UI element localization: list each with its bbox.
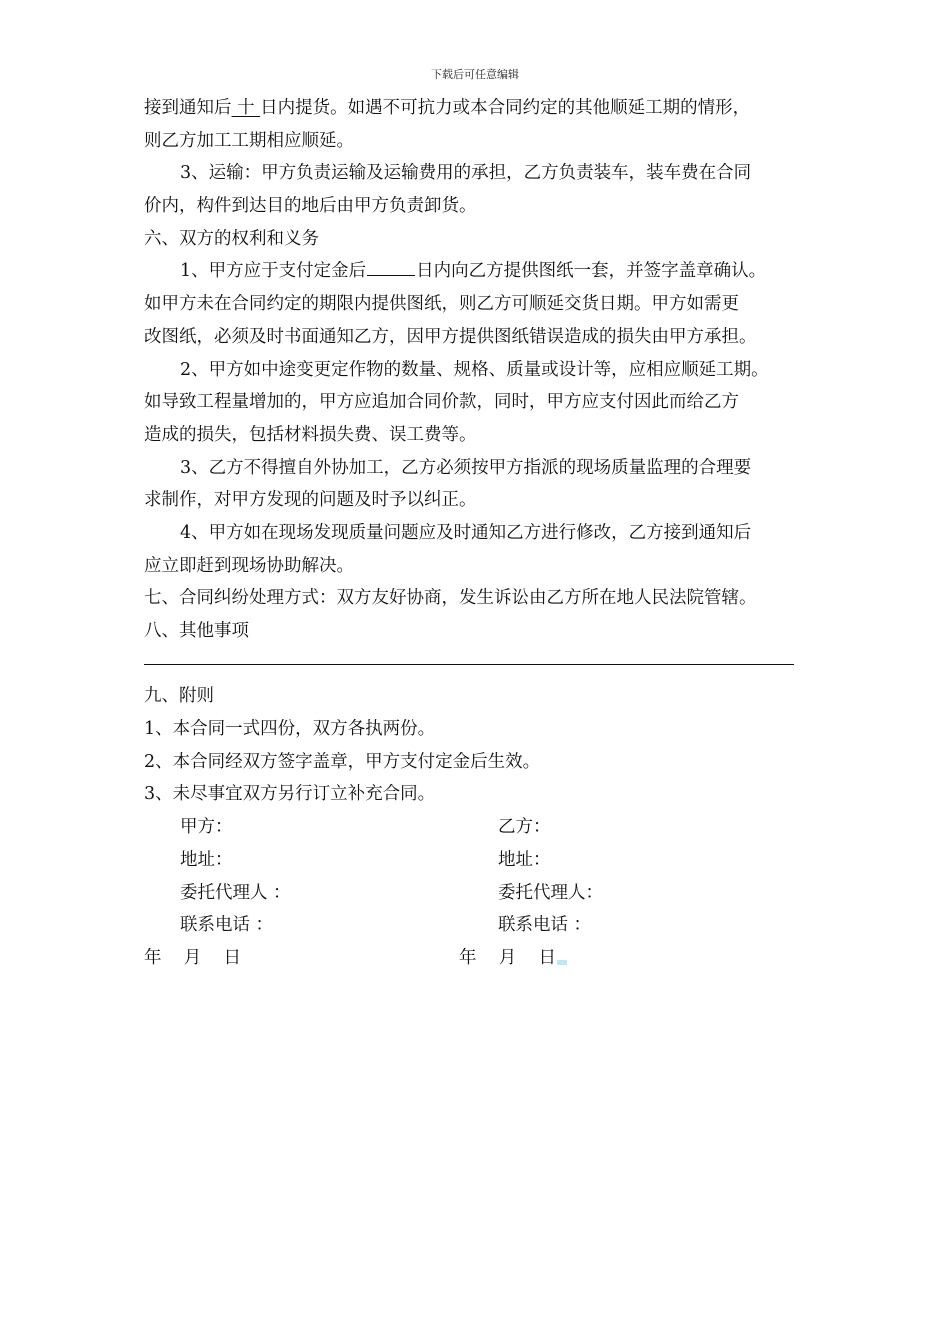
address-a-label: 地址：	[180, 849, 233, 870]
clause-transport: 3、运输：甲方负责运输及运输费用的承担，乙方负责装车，装车费在合同	[180, 163, 752, 184]
text: 接到通知后	[144, 98, 232, 118]
party-a-label: 甲方：	[180, 817, 233, 838]
signature-party-row	[144, 811, 824, 844]
section-9-title: 九、附则	[144, 686, 214, 707]
signature-phone-row	[144, 909, 824, 942]
paragraph-pickup-cont: 则乙方加工工期相应顺延。	[144, 130, 354, 151]
signature-date-row	[144, 942, 824, 975]
text: 日内提货。如遇不可抗力或本合同约定的其他顺延工期的情形，	[260, 98, 751, 118]
text: 日内向乙方提供图纸一套，并签字盖章确认。	[416, 261, 767, 282]
date-b-wrap	[459, 942, 567, 975]
date-b-label: 年 月 日	[459, 947, 557, 968]
text-cursor-highlight	[557, 960, 567, 965]
clause-transport-cont: 价内，构件到达目的地后由甲方负责卸货。	[144, 196, 477, 217]
phone-b-label: 联系电话 ：	[498, 915, 592, 936]
page-header: 下载后可任意编辑	[431, 68, 519, 81]
address-b-label: 地址：	[498, 849, 551, 870]
paragraph-pickup	[144, 92, 824, 125]
clause-9-2: 2、本合同经双方签字盖章，甲方支付定金后生效。	[144, 751, 541, 772]
phone-a-label: 联系电话 ：	[180, 915, 274, 936]
clause-6-3: 3、乙方不得擅自外协加工，乙方必须按甲方指派的现场质量监理的合理要	[180, 457, 752, 478]
clause-6-2-cont: 如导致工程量增加的，甲方应追加合同价款，同时，甲方应支付因此而给乙方	[144, 392, 739, 413]
date-a-label: 年 月 日	[144, 947, 242, 968]
section-7: 七、合同纠纷处理方式：双方友好协商，发生诉讼由乙方所在地人民法院管辖。	[144, 588, 757, 609]
agent-a-label: 委托代理人 ：	[180, 882, 291, 903]
clause-9-3: 3、未尽事宜双方另行订立补充合同。	[144, 784, 436, 805]
clause-6-1-cont: 如甲方未在合同约定的期限内提供图纸，则乙方可顺延交货日期。甲方如需更	[144, 294, 739, 315]
document-body	[144, 92, 824, 975]
clause-6-4: 4、甲方如在现场发现质量问题应及时通知乙方进行修改，乙方接到通知后	[180, 522, 752, 543]
clause-9-1: 1、本合同一式四份，双方各执两份。	[144, 719, 436, 740]
clause-6-4-cont: 应立即赶到现场协助解决。	[144, 555, 354, 576]
clause-6-2: 2、甲方如中途变更定作物的数量、规格、质量或设计等，应相应顺延工期。	[180, 359, 769, 380]
signature-agent-row	[144, 877, 824, 910]
section-8-title: 八、其他事项	[144, 621, 249, 641]
signature-address-row	[144, 844, 824, 877]
text: 1、甲方应于支付定金后	[180, 261, 367, 282]
horizontal-rule	[144, 664, 794, 665]
clause-6-2-cont: 造成的损失，包括材料损失费、误工费等。	[144, 424, 477, 445]
section-6-title: 六、双方的权利和义务	[144, 228, 319, 249]
agent-b-label: 委托代理人：	[498, 882, 603, 903]
underlined-days: 十	[231, 98, 261, 118]
clause-6-1	[144, 255, 824, 288]
party-b-label: 乙方：	[498, 817, 551, 838]
blank-field	[367, 257, 415, 276]
blank-line	[144, 648, 824, 681]
clause-6-3-cont: 求制作，对甲方发现的问题及时予以纠正。	[144, 490, 477, 511]
clause-6-1-cont: 改图纸，必须及时书面通知乙方，因甲方提供图纸错误造成的损失由甲方承担。	[144, 326, 757, 347]
